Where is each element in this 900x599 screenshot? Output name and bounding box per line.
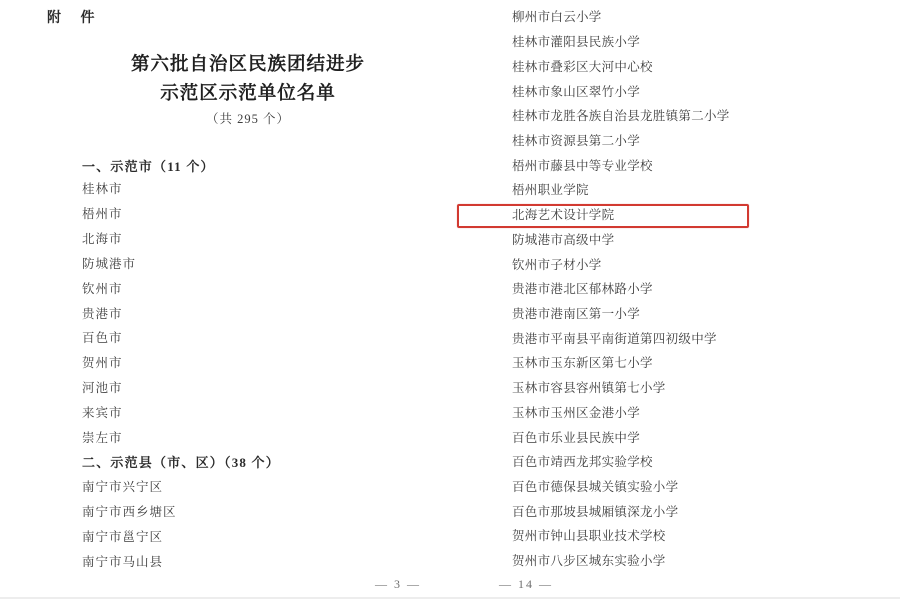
- list-item: 河池市: [82, 381, 123, 396]
- list-item: 防城港市高级中学: [512, 232, 615, 247]
- attachment-label: 附 件: [47, 11, 103, 26]
- list-item: 桂林市龙胜各族自治县龙胜镇第二小学: [512, 109, 730, 124]
- list-item: 钦州市子材小学: [512, 257, 602, 272]
- list-item: 百色市靖西龙邦实验学校: [512, 455, 653, 470]
- list-item: 南宁市马山县: [82, 554, 164, 569]
- list-item: 贺州市: [82, 356, 123, 371]
- list-item: 崇左市: [82, 430, 123, 445]
- section-2-list: [82, 473, 177, 573]
- list-item: 桂林市资源县第二小学: [512, 133, 641, 148]
- list-item: 桂林市叠彩区大河中心校: [512, 59, 653, 74]
- list-item: 桂林市象山区翠竹小学: [512, 84, 641, 99]
- section-1-heading: 一、示范市（11 个）: [82, 159, 215, 174]
- list-item: 防城港市: [82, 256, 137, 271]
- list-item: 贵港市: [82, 306, 123, 321]
- list-item: 贵港市平南县平南街道第四初级中学: [512, 331, 717, 346]
- list-item: 钦州市: [82, 281, 123, 296]
- list-item: 桂林市: [82, 182, 123, 197]
- list-item: 百色市: [82, 331, 123, 346]
- list-item: 百色市那坡县城厢镇深龙小学: [512, 504, 679, 519]
- section-1-list: [82, 176, 136, 449]
- right-page-list: [512, 4, 730, 573]
- list-item: 贵港市港北区郁林路小学: [512, 282, 653, 297]
- list-item: 北海市: [82, 232, 123, 247]
- list-item: 贺州市八步区城东实验小学: [512, 554, 666, 569]
- list-item: 玉林市容县容州镇第七小学: [512, 381, 666, 396]
- list-item: 梧州市: [82, 207, 123, 222]
- list-item: 贵港市港南区第一小学: [512, 306, 641, 321]
- list-item: 南宁市兴宁区: [82, 479, 164, 494]
- list-item: 贺州市钟山县职业技术学校: [512, 529, 666, 544]
- document-title-line2: 示范区示范单位名单: [160, 84, 336, 104]
- right-page-number: — 14 —: [499, 577, 553, 591]
- list-item: 柳州市白云小学: [512, 10, 602, 25]
- left-page-number: — 3 —: [375, 577, 421, 591]
- list-item: 玉林市玉东新区第七小学: [512, 356, 653, 371]
- list-item: 百色市乐业县民族中学: [512, 430, 641, 445]
- list-item: 桂林市灌阳县民族小学: [512, 35, 641, 50]
- section-2-heading: 二、示范县（市、区）（38 个）: [82, 455, 280, 470]
- list-item: 南宁市西乡塘区: [82, 504, 177, 519]
- list-item: 玉林市玉州区金港小学: [512, 405, 641, 420]
- list-item: 梧州市藤县中等专业学校: [512, 158, 653, 173]
- list-item: 南宁市邕宁区: [82, 529, 164, 544]
- list-item: 北海艺术设计学院: [512, 208, 615, 223]
- total-count: （共 295 个）: [205, 112, 290, 126]
- list-item: 来宾市: [82, 406, 123, 421]
- list-item: 百色市德保县城关镇实验小学: [512, 480, 679, 495]
- list-item: 梧州职业学院: [512, 183, 589, 198]
- document-title-line1: 第六批自治区民族团结进步: [130, 55, 365, 75]
